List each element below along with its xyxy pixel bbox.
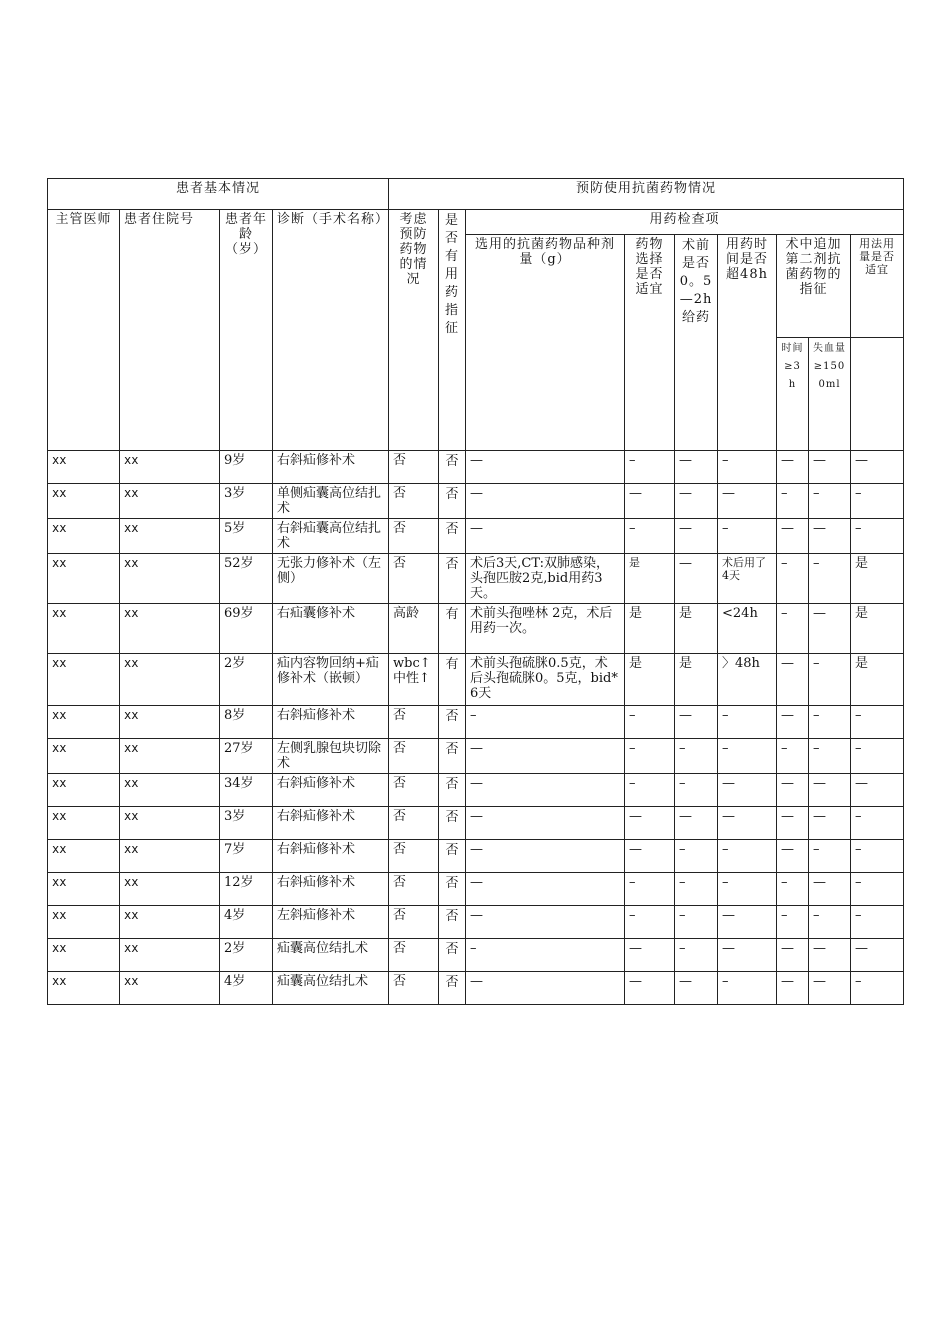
cell-drug-ok: –	[625, 873, 675, 906]
cell-diagnosis: 无张力修补术（左侧）	[273, 554, 389, 604]
cell-time3h: –	[777, 604, 809, 654]
cell-duration: 〉48h	[718, 654, 777, 706]
cell-drug-ok: 是	[625, 654, 675, 706]
cell-consider: 否	[389, 774, 439, 807]
cell-consider: 否	[389, 972, 439, 1005]
cell-inpatient-no: xx	[120, 604, 220, 654]
cell-inpatient-no: xx	[120, 451, 220, 484]
cell-indication: 否	[439, 906, 466, 939]
cell-indication: 否	[439, 807, 466, 840]
cell-duration: –	[718, 739, 777, 774]
cell-doctor: xx	[48, 604, 120, 654]
cell-preop: —	[675, 554, 718, 604]
cell-indication: 否	[439, 840, 466, 873]
cell-drug-ok: —	[625, 840, 675, 873]
cell-consider: 否	[389, 807, 439, 840]
cell-preop: —	[675, 807, 718, 840]
cell-doctor: xx	[48, 906, 120, 939]
cell-preop: —	[675, 706, 718, 739]
cell-usage: –	[851, 873, 904, 906]
cell-drug: 术后3天,CT:双肺感染，头孢匹胺2克,bid用药3天。	[466, 554, 625, 604]
cell-doctor: xx	[48, 706, 120, 739]
cell-doctor: xx	[48, 484, 120, 519]
cell-drug-ok: —	[625, 939, 675, 972]
cell-inpatient-no: xx	[120, 840, 220, 873]
cell-indication: 否	[439, 706, 466, 739]
cell-usage: –	[851, 906, 904, 939]
cell-duration: —	[718, 906, 777, 939]
cell-doctor: xx	[48, 554, 120, 604]
cell-usage: 是	[851, 554, 904, 604]
col-inpatient-no-header: 患者住院号	[120, 210, 220, 451]
cell-drug: —	[466, 840, 625, 873]
cell-drug: —	[466, 873, 625, 906]
cell-time3h: —	[777, 654, 809, 706]
cell-drug: —	[466, 484, 625, 519]
col-duration-header: 用药时间是否超48h	[718, 235, 777, 451]
cell-inpatient-no: xx	[120, 807, 220, 840]
cell-age: 12岁	[220, 873, 273, 906]
cell-drug: –	[466, 939, 625, 972]
cell-usage: —	[851, 774, 904, 807]
cell-age: 27岁	[220, 739, 273, 774]
cell-drug-ok: –	[625, 519, 675, 554]
table-row	[48, 840, 904, 873]
cell-inpatient-no: xx	[120, 554, 220, 604]
cell-time3h: —	[777, 972, 809, 1005]
cell-diagnosis: 右斜疝修补术	[273, 706, 389, 739]
cell-consider: 高龄	[389, 604, 439, 654]
cell-usage: –	[851, 519, 904, 554]
col-indication-header: 是否有用药指征	[439, 210, 466, 451]
group-basic-header: 患者基本情况	[48, 179, 389, 210]
cell-inpatient-no: xx	[120, 906, 220, 939]
cell-usage: —	[851, 939, 904, 972]
cell-duration: —	[718, 484, 777, 519]
cell-inpatient-no: xx	[120, 873, 220, 906]
cell-indication: 有	[439, 604, 466, 654]
cell-drug: —	[466, 451, 625, 484]
cell-diagnosis: 疝内容物回纳+疝修补术（嵌顿）	[273, 654, 389, 706]
cell-age: 4岁	[220, 972, 273, 1005]
cell-age: 8岁	[220, 706, 273, 739]
cell-age: 5岁	[220, 519, 273, 554]
cell-consider: 否	[389, 906, 439, 939]
col-diagnosis-header: 诊断（手术名称）	[273, 210, 389, 451]
cell-consider: 否	[389, 554, 439, 604]
cell-preop: 是	[675, 654, 718, 706]
cell-consider: 否	[389, 484, 439, 519]
cell-age: 3岁	[220, 484, 273, 519]
cell-time3h: –	[777, 554, 809, 604]
cell-drug-ok: –	[625, 739, 675, 774]
cell-doctor: xx	[48, 519, 120, 554]
cell-duration: —	[718, 939, 777, 972]
cell-time3h: –	[777, 906, 809, 939]
cell-drug: —	[466, 739, 625, 774]
cell-consider: 否	[389, 840, 439, 873]
cell-indication: 否	[439, 484, 466, 519]
cell-usage: –	[851, 807, 904, 840]
cell-age: 4岁	[220, 906, 273, 939]
cell-preop: –	[675, 840, 718, 873]
cell-duration: —	[718, 774, 777, 807]
cell-time3h: –	[777, 484, 809, 519]
group-prophylaxis-header: 预防使用抗菌药物情况	[389, 179, 904, 210]
table-row	[48, 484, 904, 519]
cell-diagnosis: 右斜疝修补术	[273, 840, 389, 873]
cell-duration: –	[718, 873, 777, 906]
cell-inpatient-no: xx	[120, 654, 220, 706]
cell-time3h: –	[777, 873, 809, 906]
cell-inpatient-no: xx	[120, 519, 220, 554]
cell-blood: –	[809, 706, 851, 739]
cell-doctor: xx	[48, 873, 120, 906]
cell-inpatient-no: xx	[120, 939, 220, 972]
cell-consider: 否	[389, 739, 439, 774]
cell-doctor: xx	[48, 451, 120, 484]
cell-age: 2岁	[220, 939, 273, 972]
cell-drug-ok: 是	[625, 554, 675, 604]
cell-usage: –	[851, 840, 904, 873]
col-second-dose-header: 术中追加第二剂抗菌药物的指征	[777, 235, 851, 338]
cell-inpatient-no: xx	[120, 972, 220, 1005]
cell-duration: <24h	[718, 604, 777, 654]
antibiotic-prophylaxis-table	[47, 178, 904, 1005]
cell-drug: 术前头孢硫脒0.5克，术后头孢硫脒0。5克，bid*6天	[466, 654, 625, 706]
cell-preop: –	[675, 739, 718, 774]
cell-drug: –	[466, 706, 625, 739]
cell-diagnosis: 右斜疝修补术	[273, 451, 389, 484]
col-preop-header: 术前是否0。5—2h给药	[675, 235, 718, 451]
cell-diagnosis: 右斜疝修补术	[273, 774, 389, 807]
cell-drug-ok: –	[625, 774, 675, 807]
cell-drug: —	[466, 972, 625, 1005]
cell-usage: 是	[851, 654, 904, 706]
cell-doctor: xx	[48, 739, 120, 774]
cell-blood: —	[809, 972, 851, 1005]
table-row	[48, 939, 904, 972]
cell-age: 2岁	[220, 654, 273, 706]
col-drug-dose-header: 选用的抗菌药物品种剂量（g）	[466, 235, 625, 451]
cell-time3h: —	[777, 807, 809, 840]
cell-doctor: xx	[48, 840, 120, 873]
cell-preop: —	[675, 972, 718, 1005]
cell-indication: 有	[439, 654, 466, 706]
cell-drug-ok: –	[625, 451, 675, 484]
cell-usage: —	[851, 451, 904, 484]
cell-drug-ok: –	[625, 906, 675, 939]
cell-preop: —	[675, 519, 718, 554]
cell-duration: –	[718, 451, 777, 484]
cell-drug: —	[466, 807, 625, 840]
cell-preop: –	[675, 906, 718, 939]
table-row	[48, 706, 904, 739]
cell-diagnosis: 右斜疝囊高位结扎术	[273, 519, 389, 554]
cell-consider: 否	[389, 519, 439, 554]
cell-inpatient-no: xx	[120, 774, 220, 807]
cell-inpatient-no: xx	[120, 739, 220, 774]
cell-diagnosis: 右斜疝修补术	[273, 873, 389, 906]
cell-age: 3岁	[220, 807, 273, 840]
table-row	[48, 519, 904, 554]
cell-diagnosis: 疝囊高位结扎术	[273, 939, 389, 972]
cell-indication: 否	[439, 739, 466, 774]
cell-consider: wbc↑中性↑	[389, 654, 439, 706]
cell-age: 7岁	[220, 840, 273, 873]
cell-usage: –	[851, 706, 904, 739]
table-row	[48, 774, 904, 807]
cell-diagnosis: 左侧乳腺包块切除术	[273, 739, 389, 774]
cell-inpatient-no: xx	[120, 484, 220, 519]
cell-indication: 否	[439, 972, 466, 1005]
group-check-header: 用药检查项	[466, 210, 904, 235]
cell-duration: –	[718, 706, 777, 739]
table-row	[48, 906, 904, 939]
usage-blank-cell	[851, 338, 904, 451]
cell-drug-ok: —	[625, 807, 675, 840]
cell-doctor: xx	[48, 774, 120, 807]
cell-indication: 否	[439, 519, 466, 554]
cell-drug: 术前头孢唑林 2克，术后用药一次。	[466, 604, 625, 654]
cell-usage: –	[851, 972, 904, 1005]
table-row	[48, 873, 904, 906]
table-row	[48, 554, 904, 604]
cell-drug-ok: 是	[625, 604, 675, 654]
cell-diagnosis: 右斜疝修补术	[273, 807, 389, 840]
cell-diagnosis: 右疝囊修补术	[273, 604, 389, 654]
cell-blood: —	[809, 939, 851, 972]
cell-blood: –	[809, 840, 851, 873]
table-row	[48, 972, 904, 1005]
cell-blood: —	[809, 519, 851, 554]
cell-drug: —	[466, 906, 625, 939]
table-row	[48, 451, 904, 484]
cell-consider: 否	[389, 939, 439, 972]
col-time3h-header: 时间≥3h	[777, 338, 809, 451]
cell-time3h: —	[777, 451, 809, 484]
cell-doctor: xx	[48, 939, 120, 972]
cell-duration: –	[718, 840, 777, 873]
col-usage-header: 用法用量是否适宜	[851, 235, 904, 338]
cell-blood: –	[809, 554, 851, 604]
cell-consider: 否	[389, 706, 439, 739]
cell-blood: —	[809, 604, 851, 654]
cell-diagnosis: 疝囊高位结扎术	[273, 972, 389, 1005]
cell-indication: 否	[439, 939, 466, 972]
col-doctor-header: 主管医师	[48, 210, 120, 451]
cell-consider: 否	[389, 451, 439, 484]
cell-blood: —	[809, 774, 851, 807]
cell-diagnosis: 左斜疝修补术	[273, 906, 389, 939]
cell-doctor: xx	[48, 654, 120, 706]
cell-preop: –	[675, 939, 718, 972]
cell-consider: 否	[389, 873, 439, 906]
cell-usage: 是	[851, 604, 904, 654]
cell-blood: —	[809, 873, 851, 906]
cell-time3h: —	[777, 706, 809, 739]
cell-preop: —	[675, 451, 718, 484]
table-row	[48, 739, 904, 774]
cell-preop: 是	[675, 604, 718, 654]
cell-indication: 否	[439, 774, 466, 807]
cell-blood: –	[809, 739, 851, 774]
cell-blood: –	[809, 484, 851, 519]
cell-preop: —	[675, 484, 718, 519]
cell-diagnosis: 单侧疝囊高位结扎术	[273, 484, 389, 519]
table-row	[48, 604, 904, 654]
cell-age: 9岁	[220, 451, 273, 484]
table-row	[48, 654, 904, 706]
cell-duration: —	[718, 807, 777, 840]
cell-time3h: –	[777, 739, 809, 774]
cell-preop: –	[675, 873, 718, 906]
cell-preop: –	[675, 774, 718, 807]
cell-drug: —	[466, 774, 625, 807]
col-drug-ok-header: 药物选择是否适宜	[625, 235, 675, 451]
cell-age: 52岁	[220, 554, 273, 604]
cell-indication: 否	[439, 873, 466, 906]
cell-doctor: xx	[48, 807, 120, 840]
cell-time3h: —	[777, 840, 809, 873]
col-blood-header: 失血量≥1500ml	[809, 338, 851, 451]
cell-age: 69岁	[220, 604, 273, 654]
cell-duration: –	[718, 519, 777, 554]
cell-time3h: —	[777, 774, 809, 807]
cell-time3h: —	[777, 519, 809, 554]
cell-usage: –	[851, 739, 904, 774]
cell-drug: —	[466, 519, 625, 554]
cell-blood: —	[809, 807, 851, 840]
col-consider-header: 考虑预防药物的情况	[389, 210, 439, 451]
cell-blood: —	[809, 451, 851, 484]
cell-drug-ok: —	[625, 484, 675, 519]
cell-time3h: —	[777, 939, 809, 972]
cell-drug-ok: –	[625, 706, 675, 739]
cell-drug-ok: —	[625, 972, 675, 1005]
cell-age: 34岁	[220, 774, 273, 807]
table-row	[48, 807, 904, 840]
cell-indication: 否	[439, 554, 466, 604]
cell-doctor: xx	[48, 972, 120, 1005]
cell-duration: –	[718, 972, 777, 1005]
cell-duration: 术后用了4天	[718, 554, 777, 604]
cell-blood: –	[809, 654, 851, 706]
cell-blood: –	[809, 906, 851, 939]
cell-inpatient-no: xx	[120, 706, 220, 739]
col-age-header: 患者年龄（岁）	[220, 210, 273, 451]
cell-indication: 否	[439, 451, 466, 484]
cell-usage: –	[851, 484, 904, 519]
